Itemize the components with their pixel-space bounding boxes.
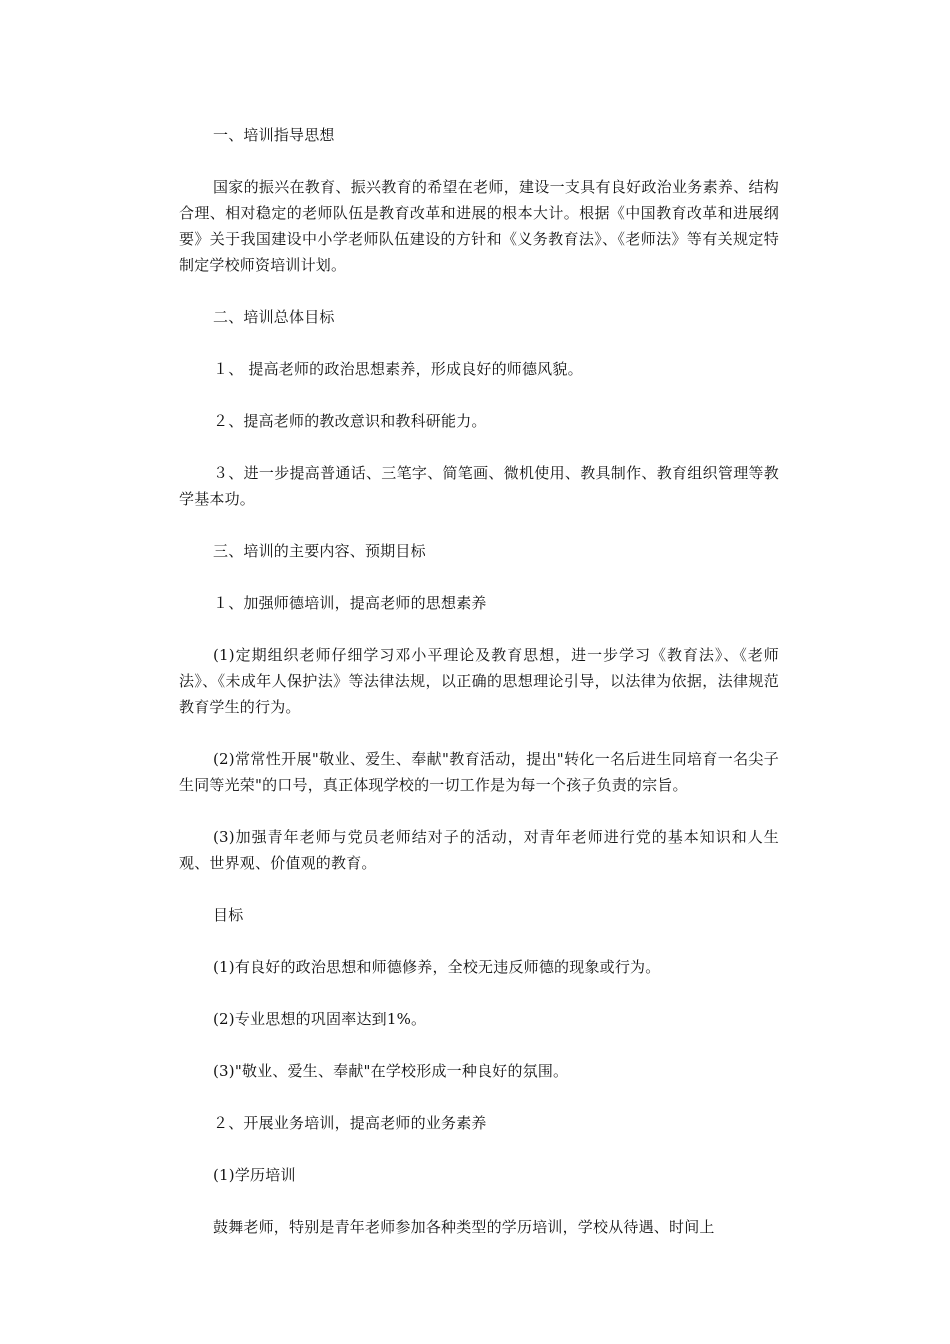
business-item-1-paragraph: 鼓舞老师，特别是青年老师参加各种类型的学历培训，学校从待遇、时间上 <box>213 1218 715 1236</box>
section-heading-overall-goals: 二、培训总体目标 <box>213 308 335 326</box>
ethics-item-3: (3)加强青年老师与党员老师结对子的活动，对青年老师进行党的基本知识和人生观、世界观、价值观的教育。 <box>179 828 779 872</box>
goal-item-1: １、 提高老师的政治思想素养，形成良好的师德风貌。 <box>213 360 583 378</box>
paragraph-guiding-ideology: 国家的振兴在教育、振兴教育的希望在老师，建设一支具有良好政治业务素养、结构合理、相对稳定的老师队伍是教育改革和进展的根本大计。根据《中国教育改革和进展纲要》关于我国建设中小学老师队伍建设的方针和《义务教育法》、《老师法》等有关规定特制定学校师资培训计划。 <box>179 178 779 274</box>
targets-heading: 目标 <box>213 906 244 924</box>
document-body <box>179 122 779 1266</box>
target-item-3: (3)"敬业、爱生、奉献"在学校形成一种良好的氛围。 <box>213 1062 569 1080</box>
ethics-item-2: (2)常常性开展"敬业、爱生、奉献"教育活动，提出"转化一名后进生同培育一名尖子生同等光荣"的口号，真正体现学校的一切工作是为每一个孩子负责的宗旨。 <box>179 750 779 794</box>
business-item-1-heading: (1)学历培训 <box>213 1166 296 1184</box>
subsection-heading-business-training: ２、开展业务培训，提高老师的业务素养 <box>213 1114 487 1132</box>
target-item-1: (1)有良好的政治思想和师德修养，全校无违反师德的现象或行为。 <box>213 958 661 976</box>
target-item-2: (2)专业思想的巩固率达到1%。 <box>213 1010 427 1028</box>
goal-item-2: ２、提高老师的教改意识和教科研能力。 <box>213 412 487 430</box>
section-heading-guiding-ideology: 一、培训指导思想 <box>213 126 335 144</box>
goal-item-3: ３、进一步提高普通话、三笔字、简笔画、微机使用、教具制作、教育组织管理等教学基本功。 <box>179 464 779 508</box>
ethics-item-1: (1)定期组织老师仔细学习邓小平理论及教育思想，进一步学习《教育法》、《老师法》、《未成年人保护法》等法律法规，以正确的思想理论引导，以法律为依据，法律规范教育学生的行为。 <box>179 646 779 716</box>
subsection-heading-ethics-training: １、加强师德培训，提高老师的思想素养 <box>213 594 487 612</box>
section-heading-main-content: 三、培训的主要内容、预期目标 <box>213 542 426 560</box>
